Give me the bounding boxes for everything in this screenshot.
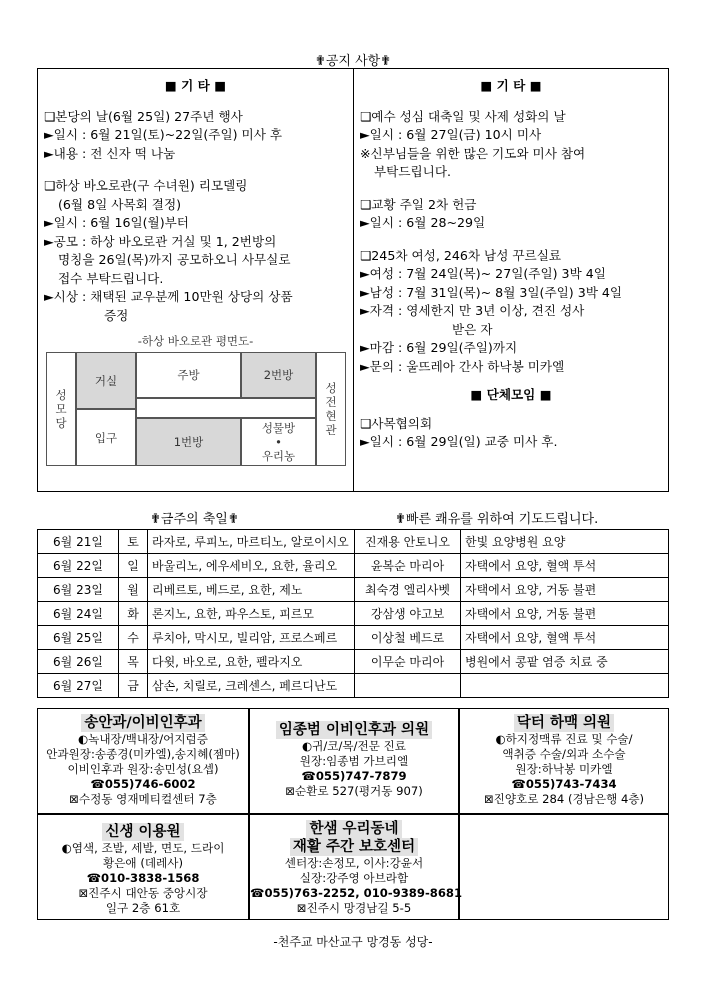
- notice-line: ►일시 : 6월 16일(월)부터: [44, 215, 189, 230]
- week-date: 6월 25일: [38, 626, 119, 650]
- ad-name: 신생 이용원: [102, 823, 183, 841]
- ad-address: ⊠수정동 영재메티컬센터 7층: [69, 792, 217, 806]
- ad-line: 실장:강주영 아브라함: [299, 871, 409, 885]
- week-name: 강삼생 야고보: [355, 602, 461, 626]
- floorplan-right-label: 성 전 현 관: [316, 352, 346, 466]
- notice-line: ►마감 : 6월 29일(주일)까지: [360, 340, 518, 355]
- notice-line: ❑하상 바오로관(구 수녀원) 리모델링: [44, 178, 248, 193]
- week-date: 6월 26일: [38, 650, 119, 674]
- week-note: 자택에서 요양, 혈액 투석: [461, 626, 669, 650]
- week-row: [38, 554, 669, 578]
- week-row: [38, 674, 669, 698]
- ad-line: 원장:임종범 가브리엘: [299, 754, 409, 768]
- floorplan-room2: 2번방: [241, 352, 316, 398]
- week-saints: 삼손, 치릴로, 크레센스, 페르디난도: [148, 674, 355, 698]
- week-saints: 루치아, 막시모, 빌리암, 프로스페르: [148, 626, 355, 650]
- week-date: 6월 23일: [38, 578, 119, 602]
- ad-address: 일구 2층 61호: [105, 901, 181, 915]
- week-saints: 바울리노, 에우세비오, 요한, 율리오: [148, 554, 355, 578]
- week-name: 윤복순 마리아: [355, 554, 461, 578]
- ad-line: 액취증 수술/외과 소수술: [502, 747, 626, 761]
- notice-line: (6월 8일 사목회 결정): [58, 196, 182, 212]
- floorplan-living: 거실: [76, 352, 136, 409]
- week-row: [38, 626, 669, 650]
- right-header-group: ■ 단체모임 ■: [470, 387, 552, 402]
- ad-line: ◐귀/코/목/전문 진료: [302, 739, 406, 753]
- floorplan: [46, 352, 346, 466]
- notice-line: ❑사목협의회: [360, 415, 433, 431]
- right-column: [354, 69, 668, 452]
- notice-line: ►내용 : 전 신자 떡 나눔: [44, 145, 176, 161]
- week-row: [38, 530, 669, 554]
- ad-name: 한샘 우리동네: [306, 820, 401, 838]
- ad-address: ⊠진주시 대안동 중앙시장: [78, 886, 208, 900]
- floorplan-storage: 성물방 • 우리농: [241, 418, 316, 466]
- notice-line: ►자격 : 영세한지 만 3년 이상, 견진 성사: [360, 303, 585, 318]
- floorplan-title: -하상 바오로관 평면도-: [137, 334, 254, 348]
- week-name: 진재용 안토니오: [355, 530, 461, 554]
- ad-song-clinic: [37, 708, 249, 814]
- notice-line: ❑245차 여성, 246차 남성 꾸르실료: [360, 247, 562, 263]
- notice-line: 접수 부탁드립니다.: [58, 270, 164, 286]
- notice-line: ►일시 : 6월 28~29일: [360, 215, 486, 230]
- week-name: 이상철 베드로: [355, 626, 461, 650]
- left-column: [38, 69, 353, 325]
- week-note: 자택에서 요양, 혈액 투석: [461, 554, 669, 578]
- notice-line: 명칭을 26일(목)까지 공모하오니 사무실로: [58, 252, 291, 267]
- ad-hamaek-clinic: [459, 708, 669, 814]
- ad-empty: [459, 814, 669, 920]
- footer: -천주교 마산교구 망경동 성당-: [273, 935, 433, 949]
- week-day: 화: [119, 602, 148, 626]
- week-row: [38, 602, 669, 626]
- floorplan-left-label: 성 모 당: [46, 352, 76, 466]
- ad-name: 닥터 하맥 의원: [514, 714, 614, 732]
- ad-address: ⊠진양호로 284 (경남은행 4층): [483, 792, 645, 806]
- feast-title: ✟금주의 축일✟: [150, 512, 239, 527]
- week-saints: 다윗, 바오로, 요한, 펠라지오: [148, 650, 355, 674]
- floorplan-hall: [136, 398, 316, 418]
- ad-address: ⊠순환로 527(평거동 907): [285, 784, 423, 798]
- ad-lim-clinic: [249, 708, 459, 814]
- week-date: 6월 22일: [38, 554, 119, 578]
- week-note: 병원에서 콩팥 염증 치료 중: [461, 650, 669, 674]
- notice-line: 부탁드립니다.: [374, 164, 451, 179]
- week-saints: 론지노, 요한, 파우스토, 피르모: [148, 602, 355, 626]
- week-row: [38, 650, 669, 674]
- notice-line: ►여성 : 7월 24일(목)~ 27일(주일) 3박 4일: [360, 266, 606, 281]
- week-date: 6월 27일: [38, 674, 119, 698]
- week-saints: 리베르토, 베드로, 요한, 제노: [148, 578, 355, 602]
- ad-name: 송안과/이비인후과: [81, 714, 204, 732]
- week-row: [38, 578, 669, 602]
- ad-line: ◐염색, 조발, 세발, 면도, 드라이: [61, 841, 225, 855]
- notice-box: [37, 68, 669, 492]
- left-header: ■ 기 타 ■: [164, 78, 227, 93]
- notice-line: ❑교황 주일 2차 헌금: [360, 196, 477, 212]
- ad-phone: ☎010-3838-1568: [86, 871, 200, 885]
- week-saints: 라자로, 루피노, 마르티노, 알로이시오: [148, 530, 355, 554]
- ad-line: 안과원장:송종경(미카엘),송지혜(젬마): [46, 747, 240, 761]
- ad-phone: ☎055)743-7434: [511, 777, 617, 791]
- week-day: 수: [119, 626, 148, 650]
- notice-line: ❑예수 성심 대축일 및 사제 성화의 날: [360, 108, 566, 124]
- week-day: 월: [119, 578, 148, 602]
- floorplan-entrance: 입구: [76, 409, 136, 466]
- week-day: 토: [119, 530, 148, 554]
- ad-hansaem-center: [249, 814, 463, 920]
- ad-line: ◐녹내장/백내장/어지럼증: [78, 732, 208, 746]
- week-name: 최숙경 엘리사벳: [355, 578, 461, 602]
- week-day: 일: [119, 554, 148, 578]
- week-day: 금: [119, 674, 148, 698]
- notice-line: ►공모 : 하상 바오로관 거실 및 1, 2번방의: [44, 233, 277, 249]
- week-note: [461, 674, 669, 698]
- week-note: 자택에서 요양, 거동 불편: [461, 602, 669, 626]
- floorplan-kitchen: 주방: [136, 352, 241, 398]
- ad-sinsaeng-barber: [37, 814, 249, 920]
- week-date: 6월 24일: [38, 602, 119, 626]
- prayer-title: ✟빠른 쾌유를 위하여 기도드립니다.: [395, 512, 599, 527]
- notice-line: ►일시 : 6월 27일(금) 10시 미사: [360, 127, 542, 142]
- week-note: 한빛 요양병원 요양: [461, 530, 669, 554]
- week-table: [37, 529, 669, 698]
- ad-phone: ☎055)747-7879: [301, 769, 407, 783]
- ad-line: ◐하지정맥류 진료 및 수술/: [495, 732, 633, 746]
- ad-line: 원장:하낙봉 미카엘: [515, 762, 613, 776]
- page-title: ✟공지 사항✟: [314, 54, 392, 69]
- ad-line: 센터장:손정모, 이사:강윤서: [284, 856, 424, 870]
- notice-line: 받은 자: [452, 321, 493, 337]
- right-header: ■ 기 타 ■: [480, 78, 542, 93]
- notice-line: ►문의 : 울뜨레아 간사 하낙봉 미카엘: [360, 358, 565, 374]
- notice-line: 증정: [104, 307, 129, 323]
- week-day: 목: [119, 650, 148, 674]
- notice-line: ►시상 : 채택된 교우분께 10만원 상당의 상품: [44, 289, 293, 304]
- ad-address: ⊠진주시 망경남길 5-5: [296, 901, 412, 915]
- ad-phone: ☎055)763-2252, 010-9389-8681: [250, 886, 463, 900]
- ad-name: 임종범 이비인후과 의원: [276, 721, 432, 739]
- ad-line: 이비인후과 원장:송민성(요셉): [67, 762, 219, 776]
- week-note: 자택에서 요양, 거동 불편: [461, 578, 669, 602]
- notice-line: ►일시 : 6월 29일(일) 교중 미사 후.: [360, 434, 558, 449]
- week-date: 6월 21일: [38, 530, 119, 554]
- floorplan-room1: 1번방: [136, 418, 241, 466]
- notice-line: ※신부님들을 위한 많은 기도와 미사 참여: [360, 145, 586, 161]
- week-name: 이무순 마리아: [355, 650, 461, 674]
- notice-line: ►남성 : 7월 31일(목)~ 8월 3일(주일) 3박 4일: [360, 284, 623, 300]
- ad-name: 재활 주간 보호센터: [290, 838, 418, 856]
- week-name: [355, 674, 461, 698]
- notice-line: ►일시 : 6월 21일(토)~22일(주일) 미사 후: [44, 127, 283, 142]
- ad-line: 황은애 (데레사): [103, 856, 183, 870]
- notice-line: ❑본당의 날(6월 25일) 27주년 행사: [44, 108, 243, 124]
- ad-phone: ☎055)746-6002: [90, 777, 196, 791]
